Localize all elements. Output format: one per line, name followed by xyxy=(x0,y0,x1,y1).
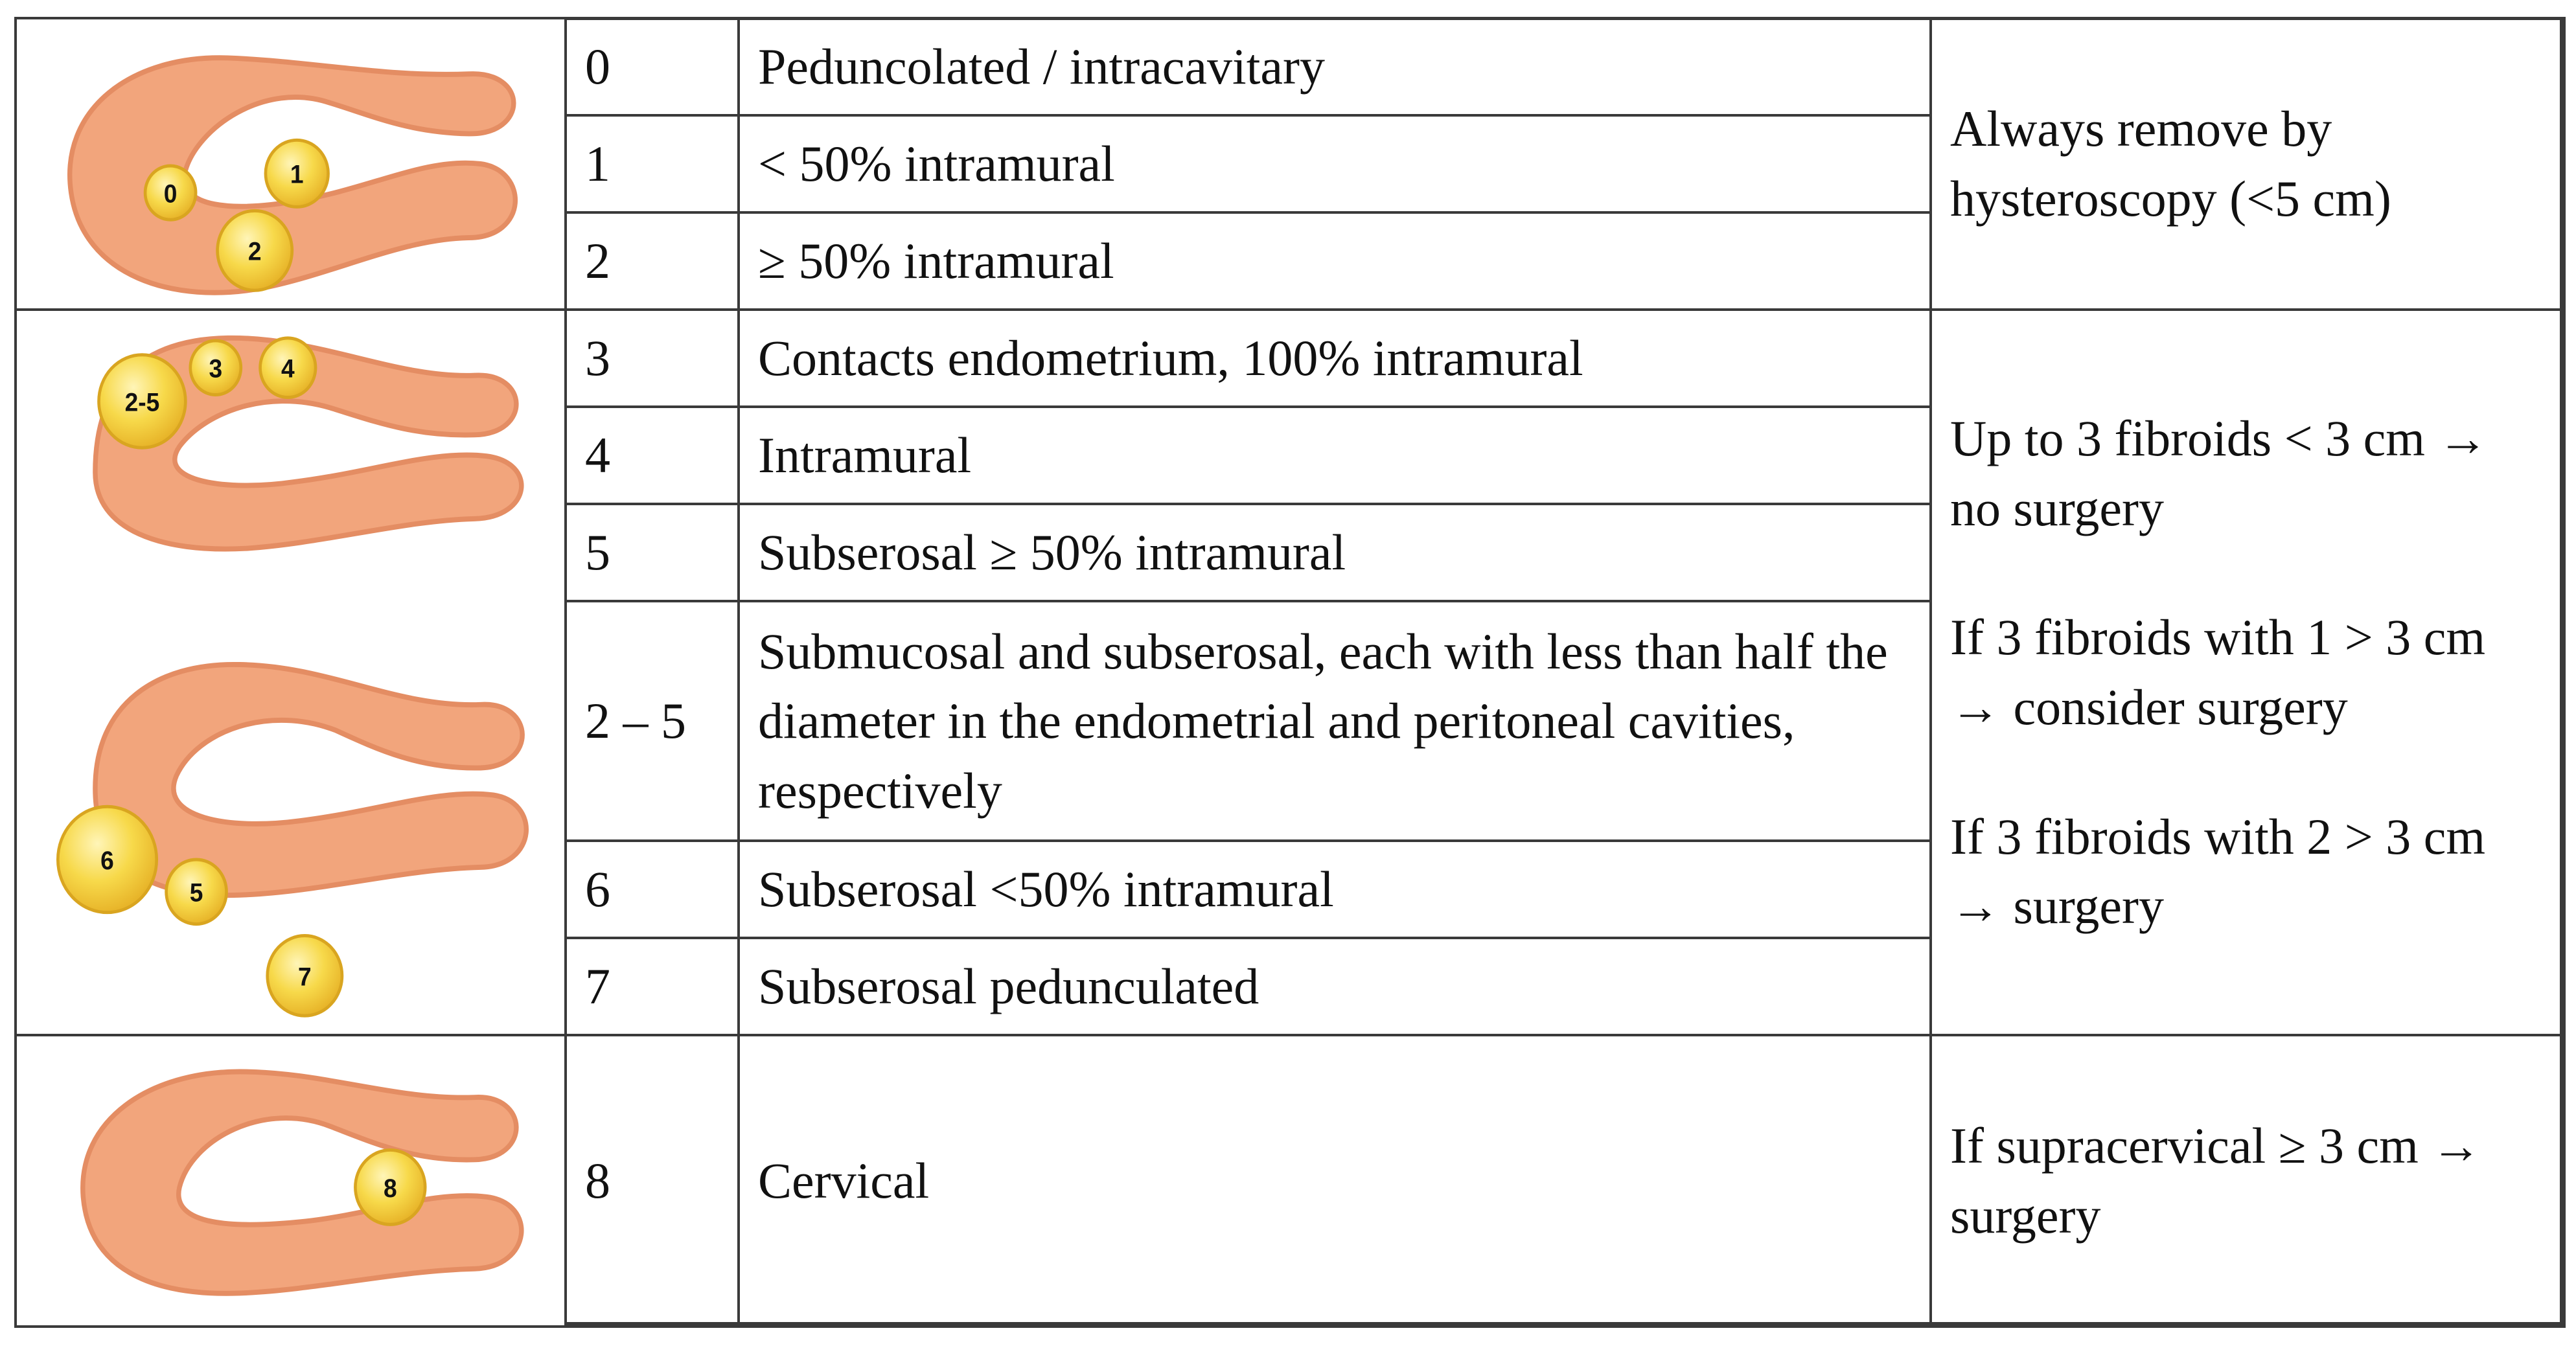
recommendation-size-based xyxy=(1931,310,2564,1035)
svg-text:6: 6 xyxy=(100,846,114,876)
fibroid-4-marker xyxy=(260,338,316,398)
uterus-diagram-4 xyxy=(35,1036,546,1325)
table-row xyxy=(16,18,2564,115)
illustration-submucosal xyxy=(16,18,566,310)
recommendation-hysteroscopy xyxy=(1931,18,2564,310)
recommendation-text: Up to 3 fibroids < 3 cm → no surgery xyxy=(1950,410,2489,536)
type-number: 4 xyxy=(566,407,739,504)
svg-text:8: 8 xyxy=(383,1174,397,1203)
uterus-diagram-1 xyxy=(35,19,546,308)
type-number: 6 xyxy=(566,841,739,938)
fibroid-1-marker xyxy=(266,140,328,207)
svg-text:1: 1 xyxy=(290,160,304,190)
type-description: Peduncolated / intracavitary xyxy=(739,18,1931,115)
type-description: Submucosal and subserosal, each with less than half the diameter in the endometrial and peritoneal cavities, respectively xyxy=(739,601,1931,841)
fibroid-2-marker xyxy=(218,211,292,290)
type-description: ≥ 50% intramural xyxy=(739,212,1931,310)
type-description: Intramural xyxy=(739,407,1931,504)
type-description: Subserosal ≥ 50% intramural xyxy=(739,504,1931,601)
svg-text:0: 0 xyxy=(163,179,178,209)
recommendation-text: If 3 fibroids with 1 > 3 cm → consider surgery xyxy=(1950,609,2486,735)
fibroid-8-marker xyxy=(355,1150,425,1224)
fibroid-classification-table xyxy=(14,17,2566,1328)
type-number: 1 xyxy=(566,115,739,212)
recommendation-text: If 3 fibroids with 2 > 3 cm → surgery xyxy=(1950,808,2486,935)
uterus-diagram-2-3 xyxy=(35,311,546,1034)
svg-text:5: 5 xyxy=(189,878,203,908)
type-description: Subserosal <50% intramural xyxy=(739,841,1931,938)
svg-text:2-5: 2-5 xyxy=(124,388,160,417)
uterus-shape xyxy=(83,1072,522,1294)
type-description: Subserosal pedunculated xyxy=(739,938,1931,1035)
fibroid-7-marker xyxy=(268,936,342,1016)
svg-text:2: 2 xyxy=(247,237,262,266)
type-number: 7 xyxy=(566,938,739,1035)
fibroid-0-marker xyxy=(145,166,196,220)
illustration-cervical xyxy=(16,1035,566,1327)
type-number: 0 xyxy=(566,18,739,115)
type-number: 8 xyxy=(566,1035,739,1327)
svg-text:3: 3 xyxy=(209,354,223,383)
type-number: 2 – 5 xyxy=(566,601,739,841)
fibroid-5-marker xyxy=(167,860,227,924)
recommendation-text: Always remove by hysteroscopy (<5 cm) xyxy=(1950,100,2391,227)
fibroid-3-marker xyxy=(190,341,241,395)
recommendation-text: If supracervical ≥ 3 cm → surgery xyxy=(1950,1117,2482,1244)
type-description: Cervical xyxy=(739,1035,1931,1327)
fibroid-6-marker xyxy=(58,806,156,912)
svg-text:4: 4 xyxy=(281,354,295,383)
recommendation-cervical xyxy=(1931,1035,2564,1327)
type-description: < 50% intramural xyxy=(739,115,1931,212)
svg-text:7: 7 xyxy=(298,963,312,992)
fibroid-2-5-marker xyxy=(99,355,186,448)
table-row xyxy=(16,1035,2564,1327)
illustration-intramural-subserosal xyxy=(16,310,566,1035)
table-row xyxy=(16,310,2564,407)
uterus-shape xyxy=(95,665,526,895)
type-description: Contacts endometrium, 100% intramural xyxy=(739,310,1931,407)
type-number: 5 xyxy=(566,504,739,601)
type-number: 3 xyxy=(566,310,739,407)
type-number: 2 xyxy=(566,212,739,310)
